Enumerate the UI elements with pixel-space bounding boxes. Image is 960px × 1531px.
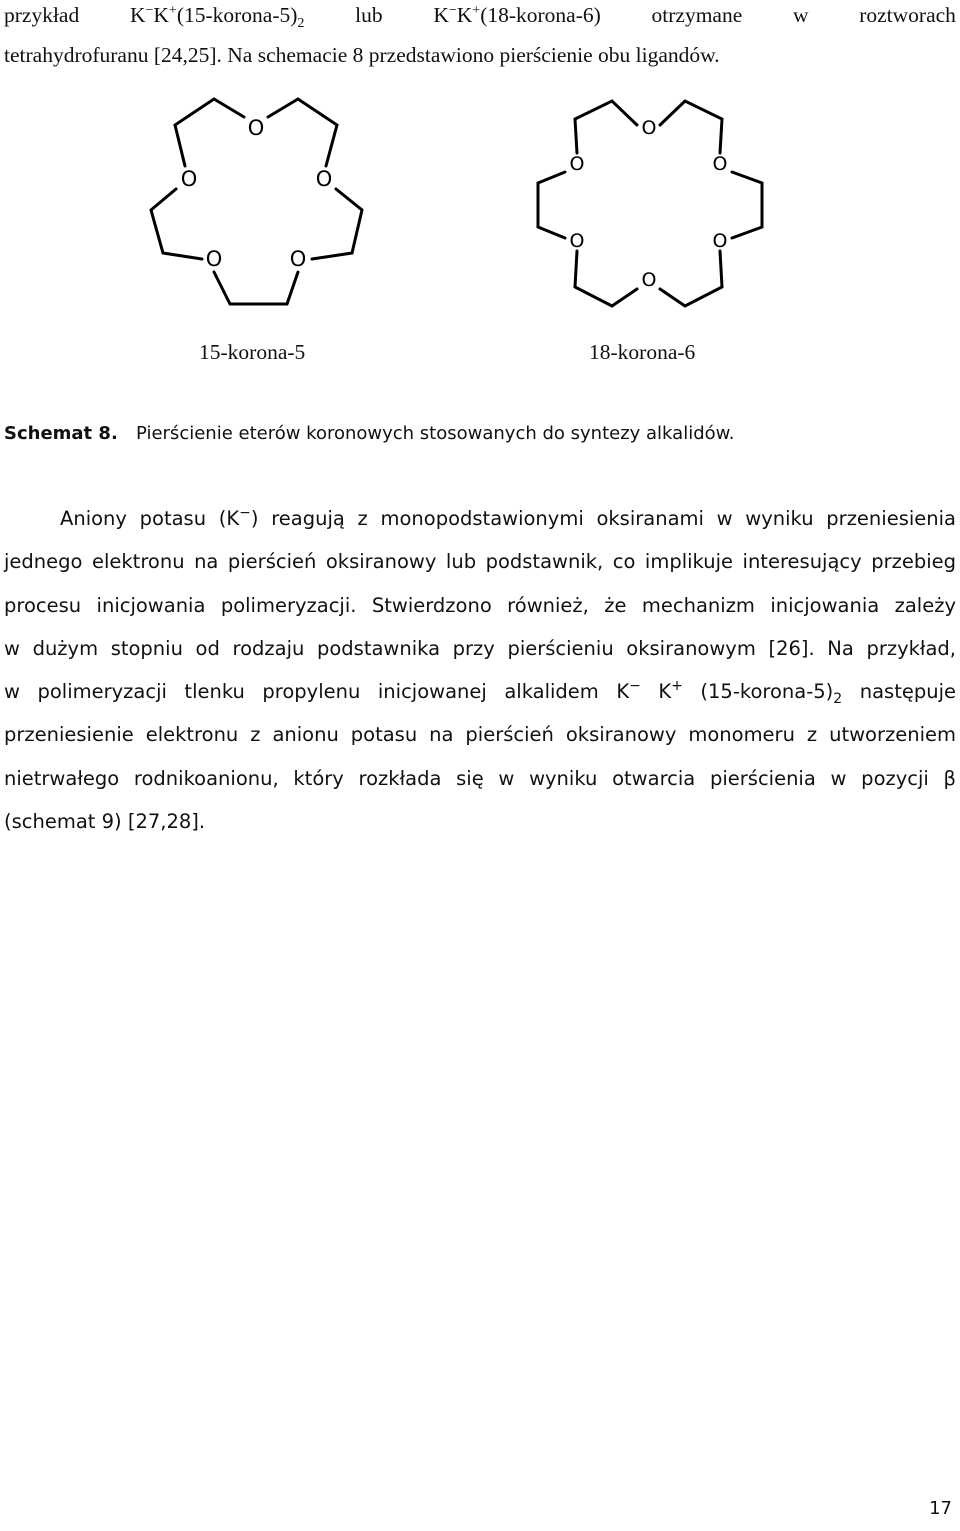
paragraph-line: jednego elektronu na pierścień oksiranowy lub podstawnik, co implikuje interesujący przebieg [4,550,956,574]
paragraph-line: procesu inicjowania polimeryzacji. Stwierdzono również, że mechanizm inicjowania zależy [4,593,956,617]
paragraph-line: w dużym stopniu od rodzaju podstawnika przy pierścieniu oksiranowym [26]. Na przykład, [4,636,956,660]
oxygen-atom: O [247,116,265,140]
intro-line-2: tetrahydrofuranu [24,25]. Na schemacie 8 przedstawiono pierścienie obu ligandów. [4,43,720,67]
oxygen-atom: O [641,269,657,291]
word: w [792,3,809,27]
oxygen-atom: O [712,153,728,175]
oxygen-atom: O [569,153,585,175]
word: przykład [4,3,80,27]
body-paragraph [4,497,956,843]
complex-18-crown-6: K−K+(18-korona-6) [433,3,601,27]
word: roztworach [859,3,956,27]
crown-ether-scheme [0,90,960,330]
oxygen-atom: O [712,230,728,252]
complex-15-crown-5: $K^-K^+(15-korona-5)_2$ [129,3,305,31]
label-18-crown-6: 18-korona-6 [589,340,696,364]
paragraph-line: (schemat 9) [27,28]. [4,810,206,834]
oxygen-atom: O [641,117,657,139]
word: lub [355,3,383,27]
paragraph-line: w polimeryzacji tlenku propylenu inicjowanej alkalidem K− K+ $(15-korona-5)_2$ następuje [4,678,956,708]
caption-text: Pierścienie eterów koronowych stosowanych do syntezy alkalidów. [136,423,735,444]
oxygen-atom: O [315,167,333,191]
oxygen-atom: O [569,230,585,252]
paragraph-line: przeniesienie elektronu z anionu potasu na pierścień oksiranowy monomeru z utworzeniem [4,723,956,747]
intro-line-1 [4,0,956,30]
label-15-crown-5: 15-korona-5 [199,340,306,364]
oxygen-atom: O [289,247,307,271]
word: otrzymane [651,3,743,27]
caption-number: Schemat 8. [4,423,118,444]
paragraph-line: nietrwałego rodnikoanionu, który rozkłada się w wyniku otwarcia pierścienia w pozycji β [4,766,956,790]
scheme-caption [4,420,734,448]
page-number: 17 [929,1498,952,1519]
oxygen-atom: O [205,247,223,271]
oxygen-atom: O [180,167,198,191]
paragraph-line: Aniony potasu (K−) reagują z monopodstawionymi oksiranami w wyniku przeniesienia [60,505,956,530]
